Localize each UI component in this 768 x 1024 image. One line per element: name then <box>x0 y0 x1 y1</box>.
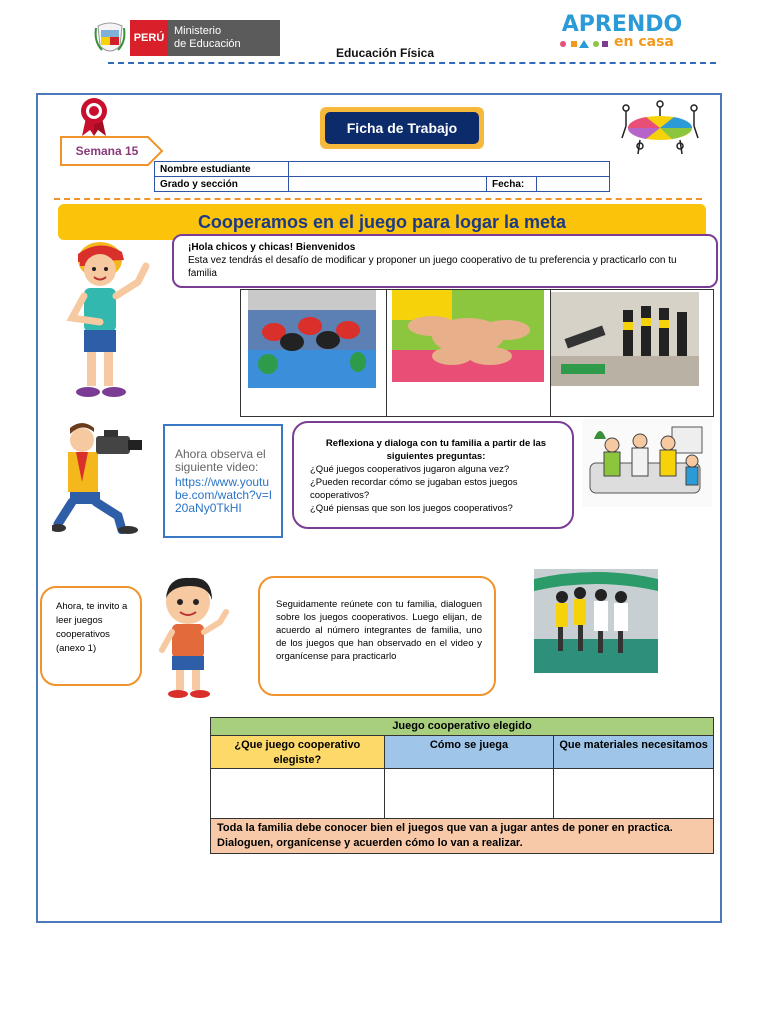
cameraman-illustration <box>52 412 148 534</box>
game-answer-cell[interactable] <box>211 769 385 819</box>
peru-shield-icon <box>92 18 128 58</box>
grade-label: Grado y sección <box>155 177 289 192</box>
subject-label: Educación Física <box>335 46 435 60</box>
waving-boy-illustration <box>150 572 236 702</box>
reflection-question: ¿Pueden recordar cómo se jugaban estos juegos cooperativos? <box>310 477 518 501</box>
reading-invite: Ahora, te invito a leer juegos cooperativos (anexo 1) <box>40 586 142 686</box>
worksheet-badge <box>320 107 484 149</box>
ministry-label: Ministerio de Educación <box>168 20 280 56</box>
worksheet-label: Ficha de Trabajo <box>325 112 479 144</box>
photo-kids-playing <box>534 569 658 673</box>
pointing-boy-illustration <box>60 236 170 406</box>
student-name-field[interactable] <box>289 162 610 177</box>
aprendo-title: APRENDO <box>561 12 683 37</box>
column-header-materials: Que materiales necesitamos <box>554 736 714 769</box>
column-header-game: ¿Que juego cooperativo elegiste? <box>211 736 385 769</box>
welcome-message <box>172 234 718 288</box>
chosen-game-table <box>210 717 714 854</box>
column-header-how: Cómo se juega <box>384 736 554 769</box>
video-instructions <box>163 424 283 538</box>
reflection-questions <box>292 421 574 529</box>
reflection-question: ¿Qué piensas que son los juegos cooperativos? <box>310 503 513 514</box>
rosette-icon <box>76 96 112 138</box>
activity-title: Cooperamos en el juego para logar la meta <box>58 204 706 240</box>
peru-label: PERÚ <box>130 20 168 56</box>
materials-answer-cell[interactable] <box>554 769 714 819</box>
date-label: Fecha: <box>487 177 537 192</box>
photo-divider <box>386 289 387 417</box>
student-info-table <box>154 161 610 192</box>
decorative-shapes-icon <box>558 39 610 49</box>
table-header: Juego cooperativo elegido <box>211 718 714 736</box>
welcome-text: Esta vez tendrás el desafío de modificar y proponer un juego cooperativo de tu preferencia y practicarlo con tu familia <box>188 255 677 279</box>
photo-team-crawl <box>248 290 376 388</box>
student-name-label: Nombre estudiante <box>155 162 289 177</box>
date-field[interactable] <box>537 177 610 192</box>
photo-students-exercise <box>551 292 699 386</box>
aprendo-en-casa-logo <box>552 12 692 52</box>
aprendo-subtitle: en casa <box>614 34 674 50</box>
section-divider <box>54 198 702 200</box>
table-note: Toda la familia debe conocer bien el juegos que van a jugar antes de poner en practica. Dialoguen, organícense y acuerden cómo lo van a realizar. <box>211 819 714 854</box>
reflection-question: ¿Qué juegos cooperativos jugaron alguna vez? <box>310 464 510 475</box>
grade-field[interactable] <box>289 177 487 192</box>
week-label: Semana 15 <box>75 144 139 158</box>
photo-hands-together <box>392 290 544 382</box>
welcome-greeting: ¡Hola chicos y chicas! Bienvenidos <box>188 242 356 253</box>
group-instructions: Seguidamente reúnete con tu familia, dialoguen sobre los juegos cooperativos. Luego elijan, de acuerdo al número integrantes de familia, uno de los juegos que han observado en el video y organícense para practicarlo <box>258 576 496 696</box>
family-talking-illustration <box>582 419 712 507</box>
circle-game-illustration <box>616 98 704 156</box>
how-answer-cell[interactable] <box>384 769 554 819</box>
header-divider <box>108 62 716 64</box>
video-link[interactable]: https://www.youtube.com/watch?v=I20aNy0TkHI <box>175 475 273 515</box>
video-intro: Ahora observa el siguiente video: <box>175 447 266 474</box>
reflection-title: Reflexiona y dialoga con tu familia a partir de las siguientes preguntas: <box>325 438 547 462</box>
minedu-logo <box>92 18 280 58</box>
